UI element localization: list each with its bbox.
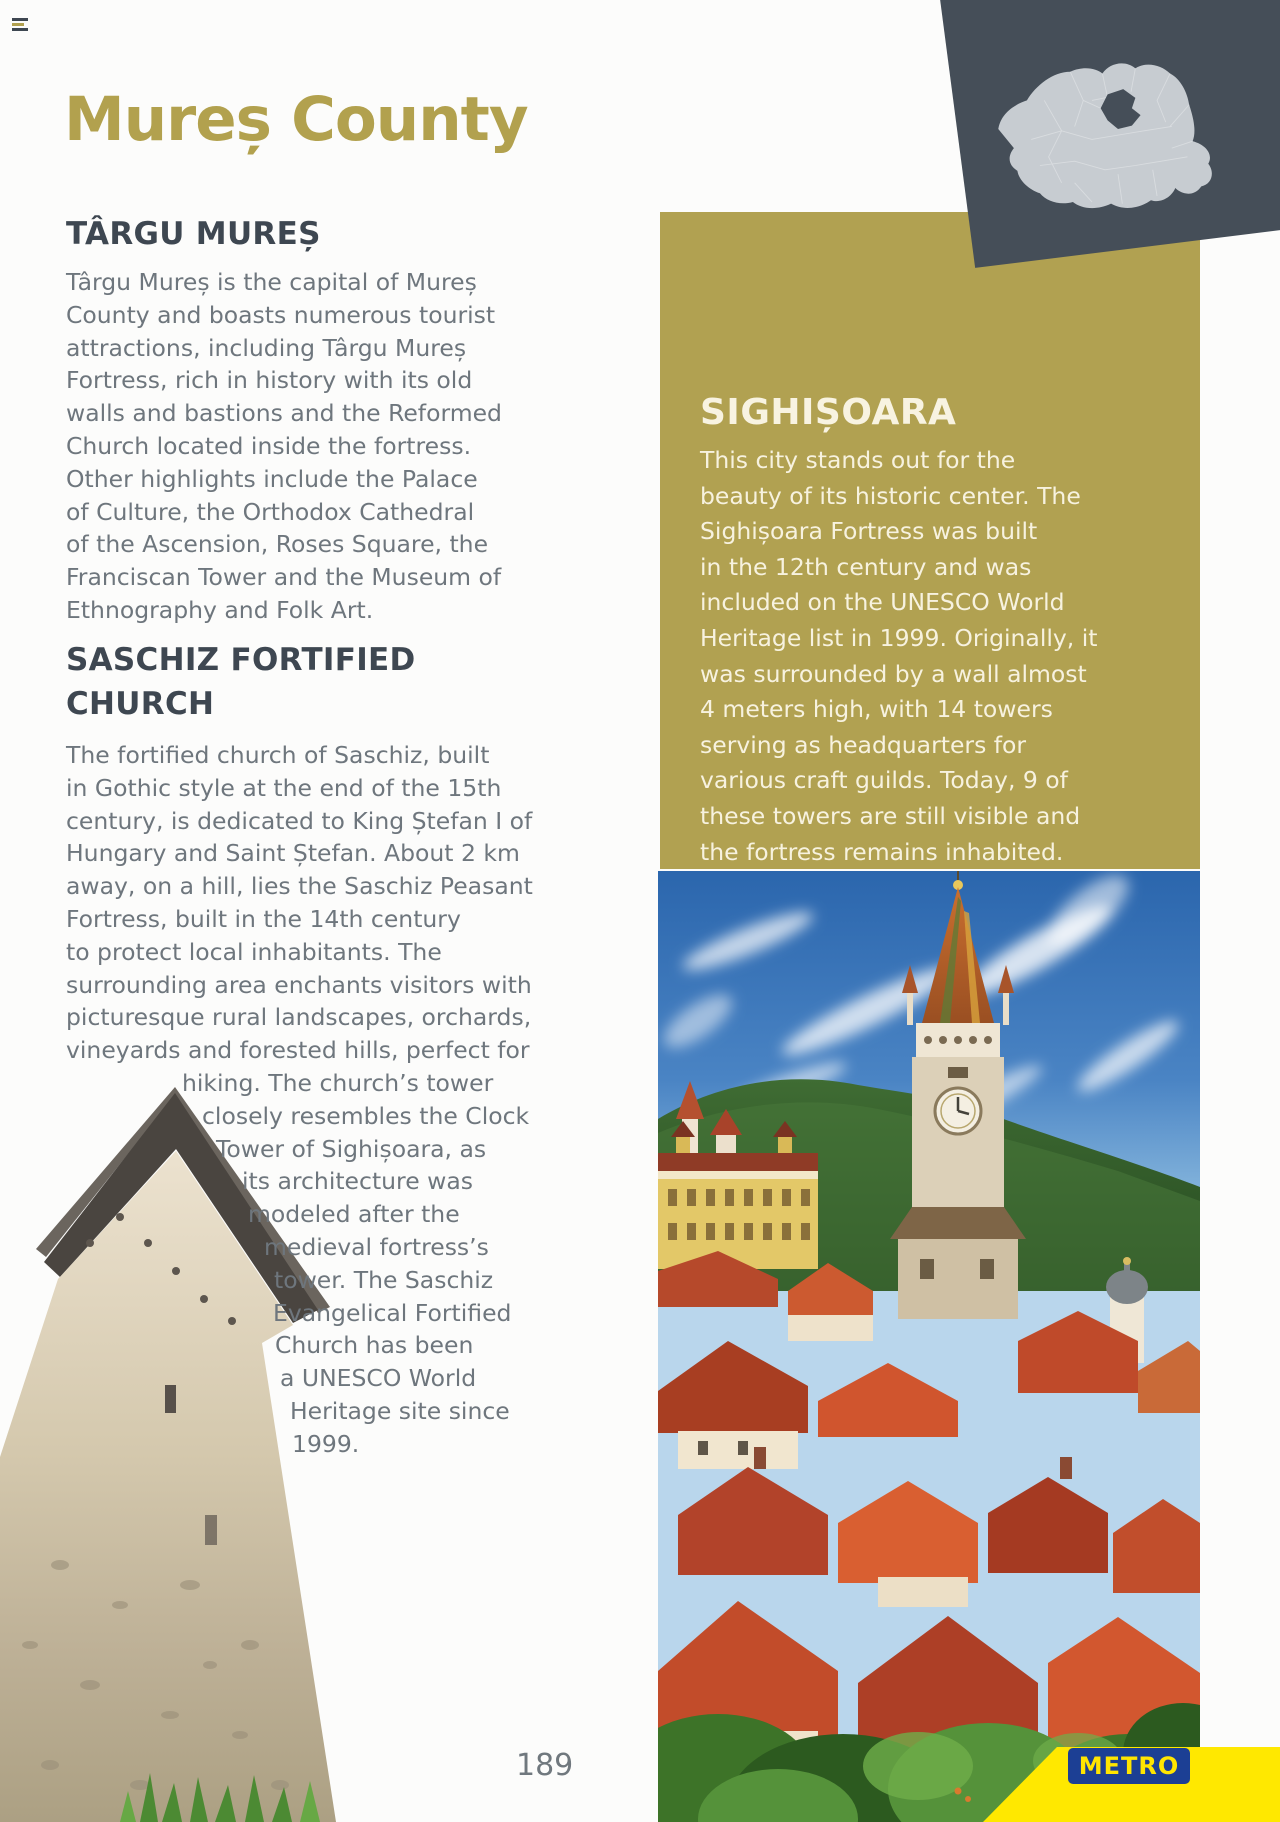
text-line: County and boasts numerous tourist — [66, 300, 496, 329]
text-line: serving as headquarters for — [700, 730, 1027, 759]
metro-logo — [983, 1745, 1280, 1822]
text-line: century, is dedicated to King Ștefan I of — [66, 806, 533, 835]
text-line: attractions, including Târgu Mureș — [66, 333, 467, 362]
romania-map-panel — [930, 0, 1280, 272]
text-line: Church has been — [275, 1331, 474, 1360]
text-line: was surrounded by a wall almost — [700, 659, 1087, 688]
text-line: to protect local inhabitants. The — [66, 937, 442, 966]
text-line: of the Ascension, Roses Square, the — [66, 530, 489, 559]
text-line: Other highlights include the Palace — [66, 464, 478, 493]
text-line: included on the UNESCO World — [700, 588, 1065, 617]
text-line: modeled after the — [248, 1200, 460, 1229]
text-line: vineyards and forested hills, perfect for — [66, 1036, 530, 1065]
text-line: hiking. The church’s tower — [182, 1068, 494, 1097]
text-line: beauty of its historic center. The — [700, 481, 1081, 510]
targu-mures-paragraph — [66, 266, 502, 627]
text-line: Ethnography and Folk Art. — [66, 595, 374, 624]
text-line: of Culture, the Orthodox Cathedral — [66, 497, 475, 526]
sighisoara-panel — [660, 212, 1200, 869]
text-line: Tower of Sighișoara, as — [216, 1134, 487, 1163]
text-line: Fortress, rich in history with its old — [66, 366, 473, 395]
text-line: This city stands out for the — [700, 446, 1016, 474]
section-heading-targu-mures: TÂRGU MUREȘ — [66, 216, 321, 252]
text-line: tower. The Saschiz — [274, 1265, 494, 1294]
text-line: 1999. — [292, 1429, 360, 1458]
page-number: 189 — [516, 1748, 574, 1783]
sighisoara-photo — [658, 871, 1200, 1822]
text-line: 4 meters high, with 14 towers — [700, 695, 1053, 724]
text-line: Sighișoara Fortress was built — [700, 517, 1038, 546]
text-line: the fortress remains inhabited. — [700, 837, 1064, 866]
text-line: its architecture was — [242, 1167, 473, 1196]
metro-logo-box — [1068, 1748, 1190, 1784]
romania-map-graphic — [948, 18, 1262, 254]
text-line: various craft guilds. Today, 9 of — [700, 766, 1068, 795]
metro-logo-text: METRO — [1078, 1752, 1180, 1780]
text-line: walls and bastions and the Reformed — [66, 399, 502, 428]
text-line: Evangelical Fortified — [273, 1298, 512, 1327]
text-line: Hungary and Saint Ștefan. About 2 km — [66, 839, 520, 868]
text-line: Târgu Mureș is the capital of Mureș — [66, 268, 477, 296]
saschiz-paragraph — [66, 739, 533, 1461]
text-line: away, on a hill, lies the Saschiz Peasant — [66, 872, 533, 901]
text-line: Heritage site since — [290, 1396, 510, 1425]
text-line: in the 12th century and was — [700, 552, 1032, 581]
text-line: closely resembles the Clock — [202, 1101, 530, 1130]
menu-icon — [12, 18, 28, 33]
sighisoara-paragraph — [700, 443, 1097, 870]
text-line: Heritage list in 1999. Originally, it — [700, 623, 1098, 652]
text-line: in Gothic style at the end of the 15th — [66, 773, 502, 802]
text-line: Fortress, built in the 14th century — [66, 904, 461, 933]
page-title: Mureș County — [64, 84, 528, 155]
section-heading-sighisoara: SIGHIȘOARA — [700, 392, 957, 433]
section-heading-saschiz: SASCHIZ FORTIFIED CHURCH — [66, 642, 416, 722]
text-line: medieval fortress’s — [264, 1232, 489, 1261]
text-line: a UNESCO World — [280, 1364, 477, 1393]
text-line: surrounding area enchants visitors with — [66, 970, 532, 999]
text-line: Church located inside the fortress. — [66, 431, 472, 460]
text-line: The fortified church of Saschiz, built — [66, 741, 490, 769]
text-line: picturesque rural landscapes, orchards, — [66, 1003, 532, 1032]
text-line: Franciscan Tower and the Museum of — [66, 563, 502, 592]
text-line: these towers are still visible and — [700, 801, 1081, 830]
